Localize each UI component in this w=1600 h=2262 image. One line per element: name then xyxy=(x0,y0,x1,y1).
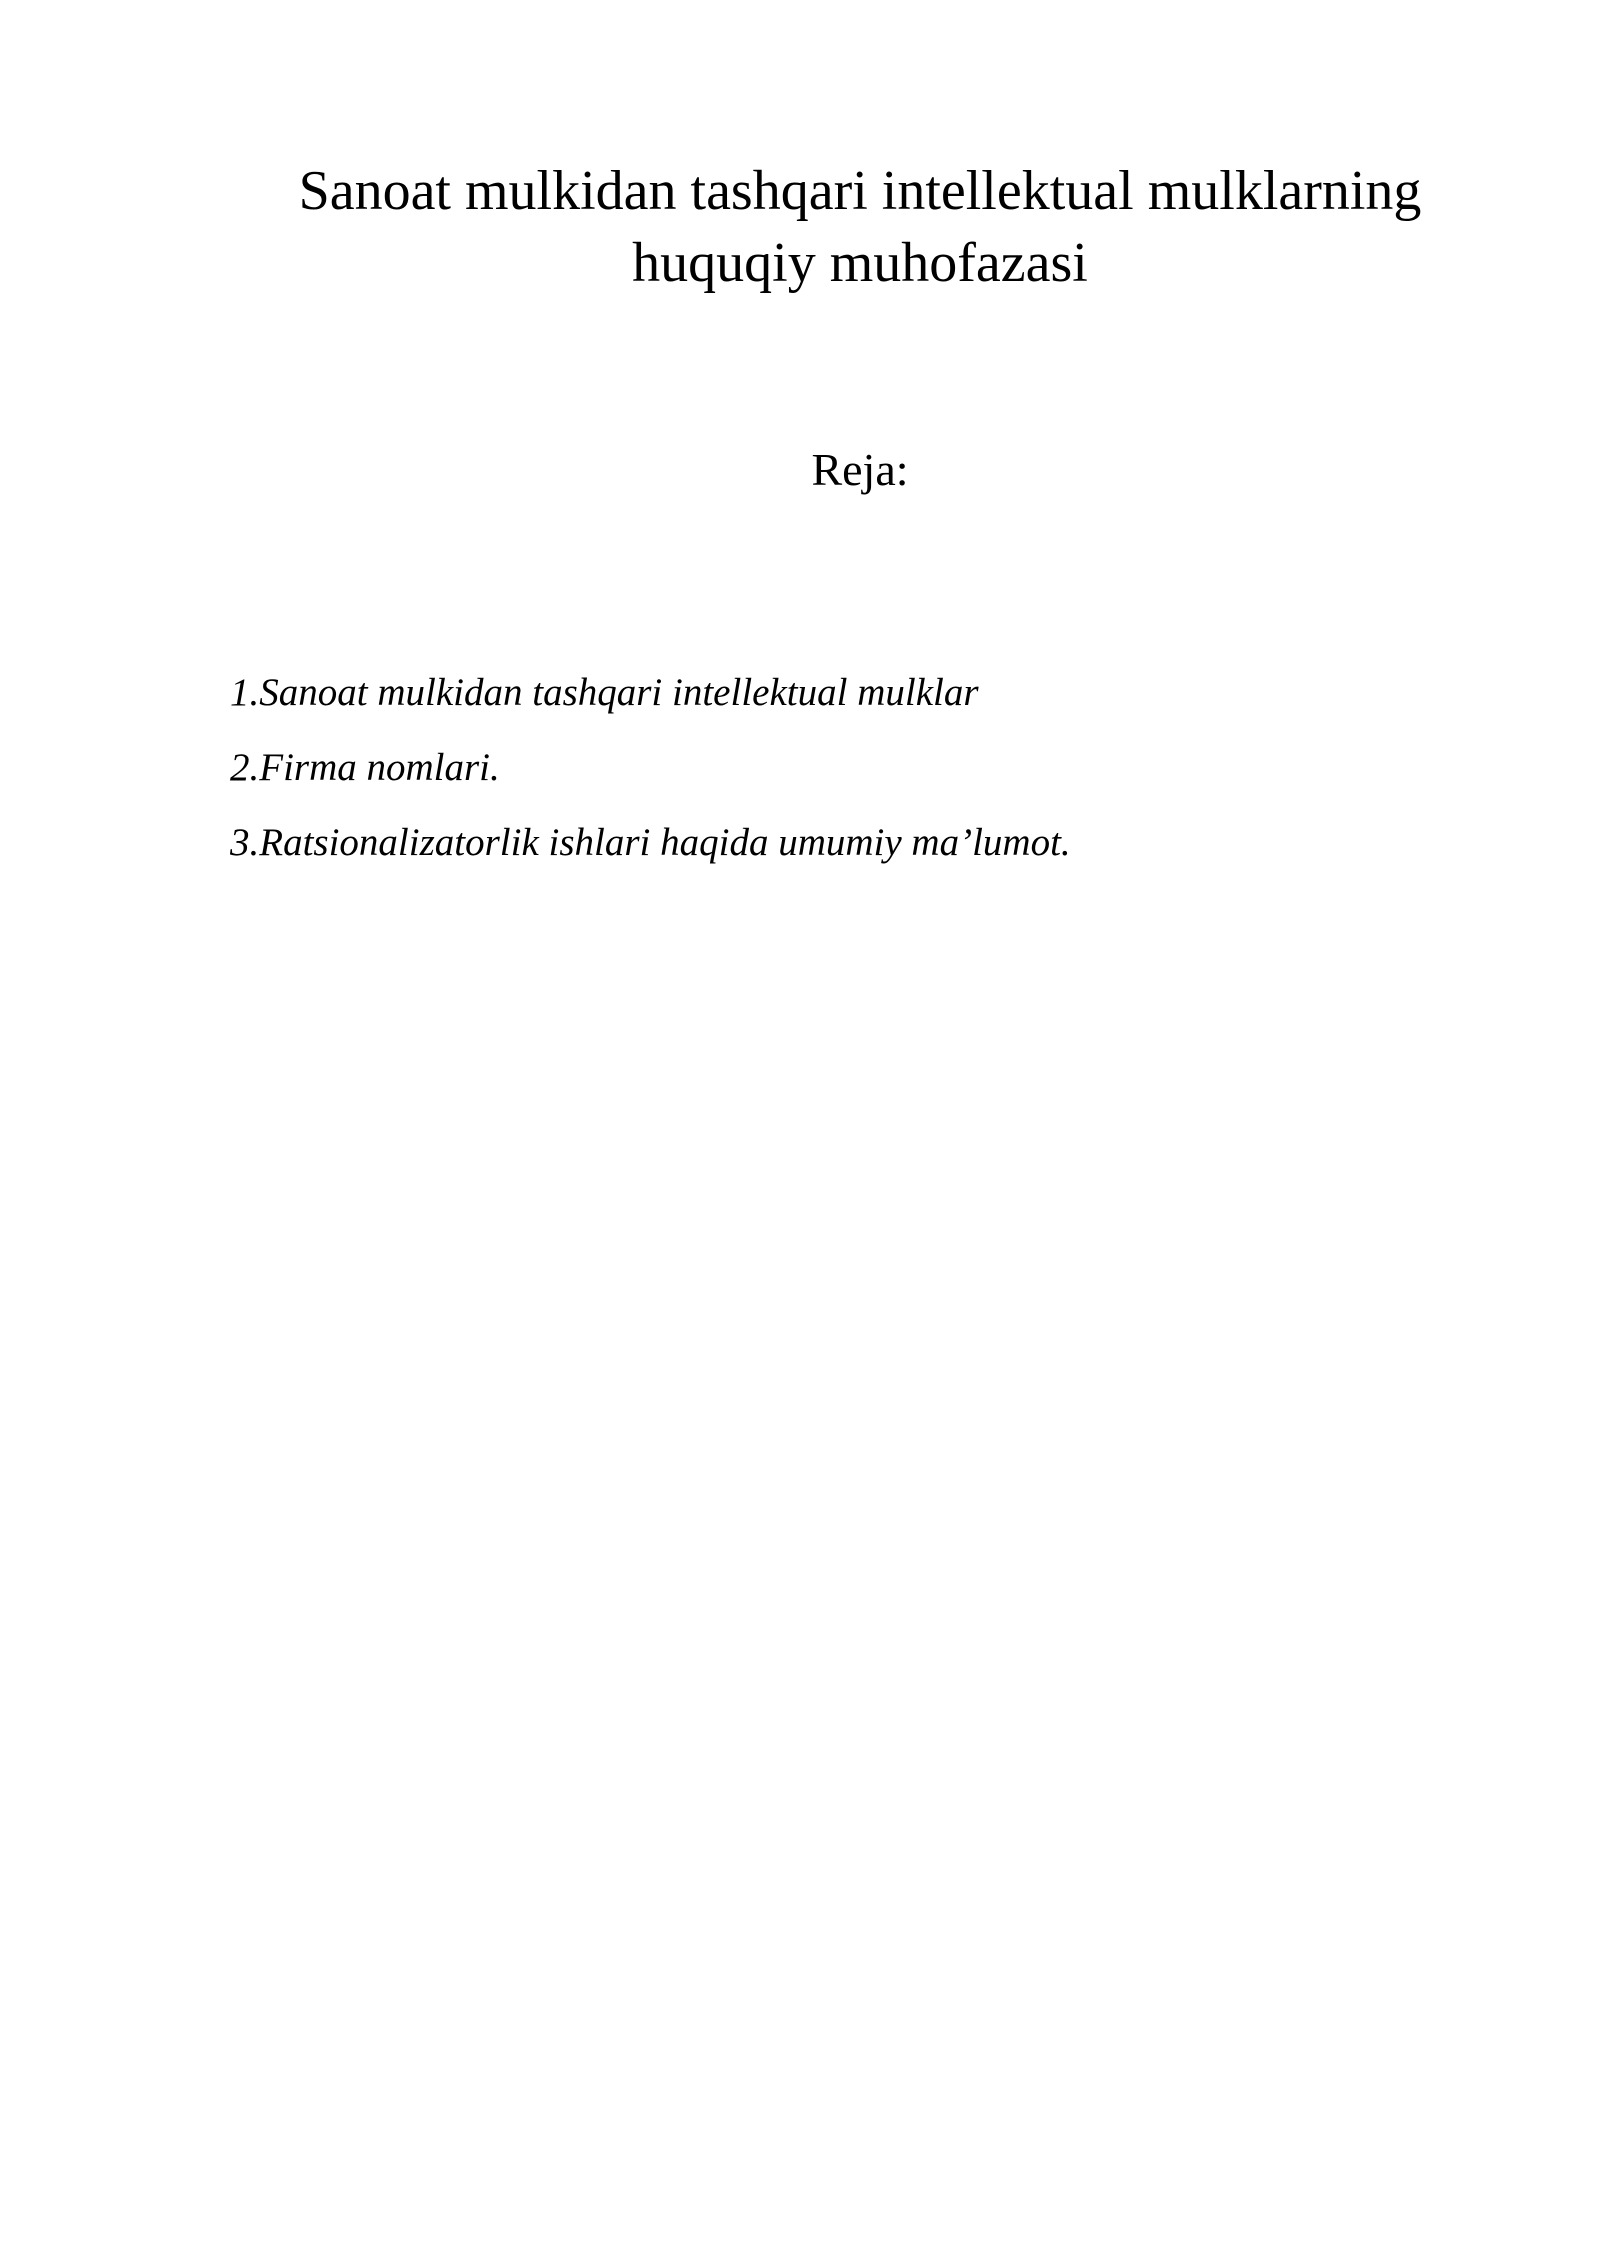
plan-list xyxy=(230,668,1480,893)
plan-heading: Reja: xyxy=(811,444,909,495)
plan-item: 2.Firma nomlari. xyxy=(230,746,500,789)
plan-item: 3.Ratsionalizatorlik ishlari haqida umumiy ma’lumot. xyxy=(230,821,1071,864)
title-line-1: Sanoat mulkidan tashqari intellektual mulklarning xyxy=(298,160,1422,222)
document-title xyxy=(180,155,1540,299)
title-line-2: huquqiy muhofazasi xyxy=(632,232,1088,294)
plan-item: 1.Sanoat mulkidan tashqari intellektual mulklar xyxy=(230,671,979,714)
